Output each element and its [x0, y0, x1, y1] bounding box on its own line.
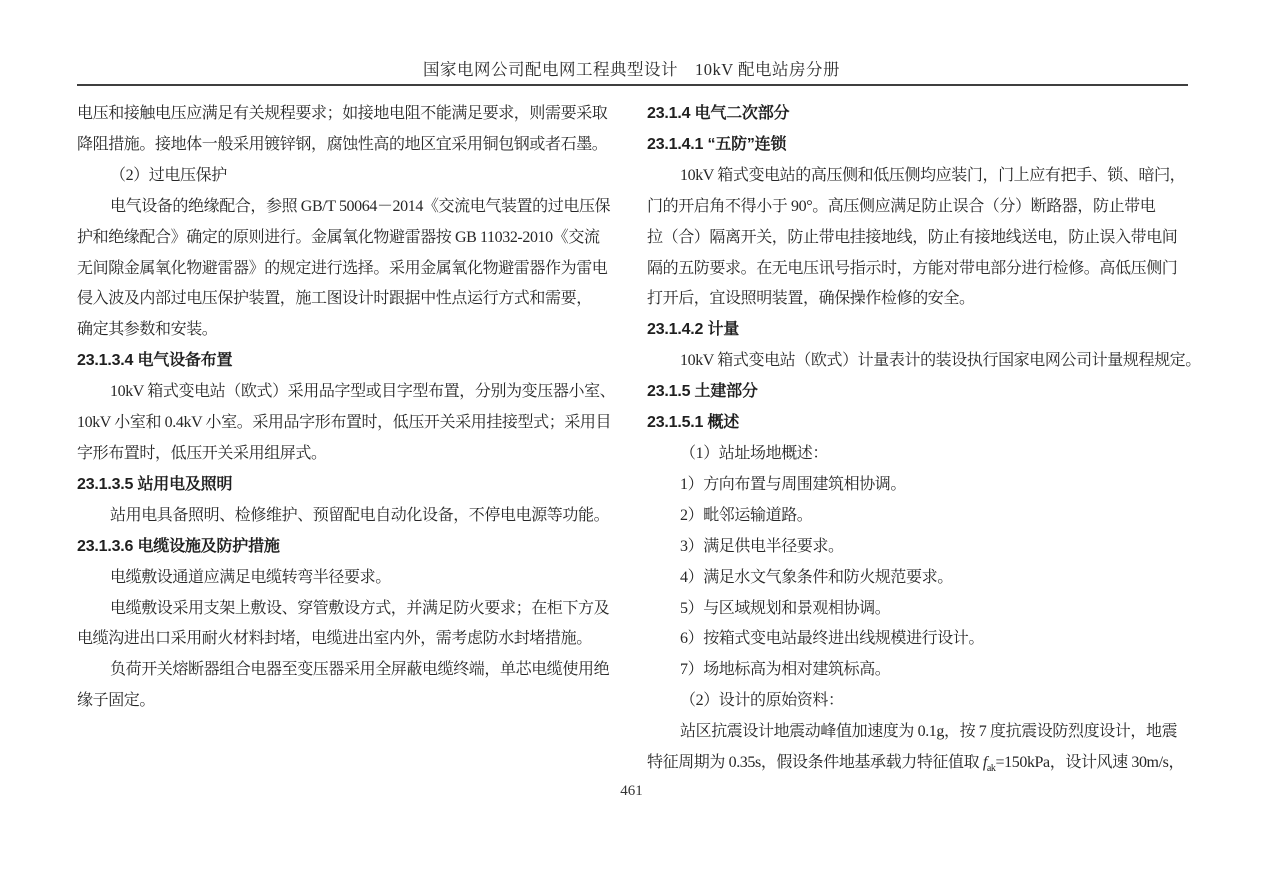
variable-symbol: f — [982, 754, 987, 772]
text-line: 隔的五防要求。在无电压讯号指示时，方能对带电部分进行检修。高低压侧门 — [647, 259, 1178, 277]
text-line: 站区抗震设计地震动峰值加速度为 0.1g，按 7 度抗震设防烈度设计，地震 — [680, 723, 1178, 741]
text-line: 7）场地标高为相对建筑标高。 — [680, 661, 891, 679]
section-heading: 23.1.4.2 计量 — [647, 321, 740, 339]
text-line: 6）按箱式变电站最终进出线规模进行设计。 — [680, 630, 985, 648]
section-heading: 23.1.3.6 电缆设施及防护措施 — [77, 537, 280, 555]
header-divider — [77, 84, 1188, 86]
text-line: 缘子固定。 — [77, 692, 156, 710]
section-heading: 23.1.3.4 电气设备布置 — [77, 352, 233, 370]
text-line: 打开后，宜设照明装置，确保操作检修的安全。 — [647, 290, 975, 308]
text-line: 无间隙金属氧化物避雷器》的规定进行选择。采用金属氧化物避雷器作为雷电 — [77, 259, 608, 277]
text-line: 电缆沟进出口采用耐火材料封堵，电缆进出室内外，需考虑防水封堵措施。 — [77, 630, 592, 648]
right-column — [647, 95, 1201, 779]
text-line: （1）站址场地概述： — [680, 444, 829, 462]
text-line: 门的开启角不得小于 90°。高压侧应满足防止误合（分）断路器，防止带电 — [647, 197, 1156, 215]
page-number: 461 — [620, 783, 643, 799]
text-line — [647, 748, 1189, 779]
text-line: 拉（合）隔离开关，防止带电挂接地线，防止有接地线送电，防止误入带电间 — [647, 228, 1178, 246]
text-line: 电气设备的绝缘配合，参照 GB/T 50064－2014《交流电气装置的过电压保 — [110, 197, 611, 215]
text-line: 确定其参数和安装。 — [77, 321, 218, 339]
variable-subscript: ak — [986, 763, 996, 775]
text-line: 护和绝缘配合》确定的原则进行。金属氧化物避雷器按 GB 11032-2010《交流 — [77, 228, 600, 246]
text-line: 降阻措施。接地体一般采用镀锌钢，腐蚀性高的地区宜采用铜包钢或者石墨。 — [77, 135, 608, 153]
page-header-title: 国家电网公司配电网工程典型设计 10kV 配电站房分册 — [423, 60, 840, 79]
section-heading: 23.1.3.5 站用电及照明 — [77, 475, 233, 493]
left-column — [77, 95, 619, 779]
text-line: 负荷开关熔断器组合电器至变压器采用全屏蔽电缆终端，单芯电缆使用绝 — [110, 661, 610, 679]
text-line: 电缆敷设通道应满足电缆转弯半径要求。 — [110, 568, 391, 586]
text-line: 站用电具备照明、检修维护、预留配电自动化设备，不停电电源等功能。 — [110, 506, 610, 524]
text-line: （2）设计的原始资料： — [680, 692, 844, 710]
text-line: 侵入波及内部过电压保护装置，施工图设计时跟据中性点运行方式和需要， — [77, 290, 592, 308]
text-line: 电压和接触电压应满足有关规程要求；如接地电阻不能满足要求，则需要采取 — [77, 105, 608, 122]
text-line: 10kV 箱式变电站的高压侧和低压侧均应装门，门上应有把手、锁、暗闩， — [680, 166, 1186, 184]
text-line: 10kV 箱式变电站（欧式）采用品字型或目字型布置，分别为变压器小室、 — [110, 383, 616, 401]
text-line: 1）方向布置与周围建筑相协调。 — [680, 475, 907, 493]
text-line: 10kV 箱式变电站（欧式）计量表计的装设执行国家电网公司计量规程规定。 — [680, 352, 1201, 370]
section-heading: 23.1.4 电气二次部分 — [647, 105, 790, 122]
text-line: 5）与区域规划和景观相协调。 — [680, 599, 891, 617]
section-heading: 23.1.5 土建部分 — [647, 383, 758, 401]
document-body — [77, 95, 1201, 779]
text-line: 2）毗邻运输道路。 — [680, 506, 813, 524]
text-line: 电缆敷设采用支架上敷设、穿管敷设方式，并满足防火要求；在柜下方及 — [110, 599, 610, 617]
text-line: 4）满足水文气象条件和防火规范要求。 — [680, 568, 953, 586]
text-line: 10kV 小室和 0.4kV 小室。采用品字形布置时，低压开关采用挂接型式；采用目 — [77, 414, 612, 432]
text-fragment: 特征周期为 0.35s，假设条件地基承载力特征值取 — [647, 754, 983, 772]
text-fragment: =150kPa，设计风速 30m/s， — [995, 754, 1185, 772]
section-heading: 23.1.5.1 概述 — [647, 414, 740, 432]
text-line: （2）过电压保护 — [110, 166, 227, 184]
text-line: 字形布置时，低压开关采用组屏式。 — [77, 444, 327, 462]
section-heading: 23.1.4.1 “五防”连锁 — [647, 135, 787, 153]
text-line: 3）满足供电半径要求。 — [680, 537, 844, 555]
